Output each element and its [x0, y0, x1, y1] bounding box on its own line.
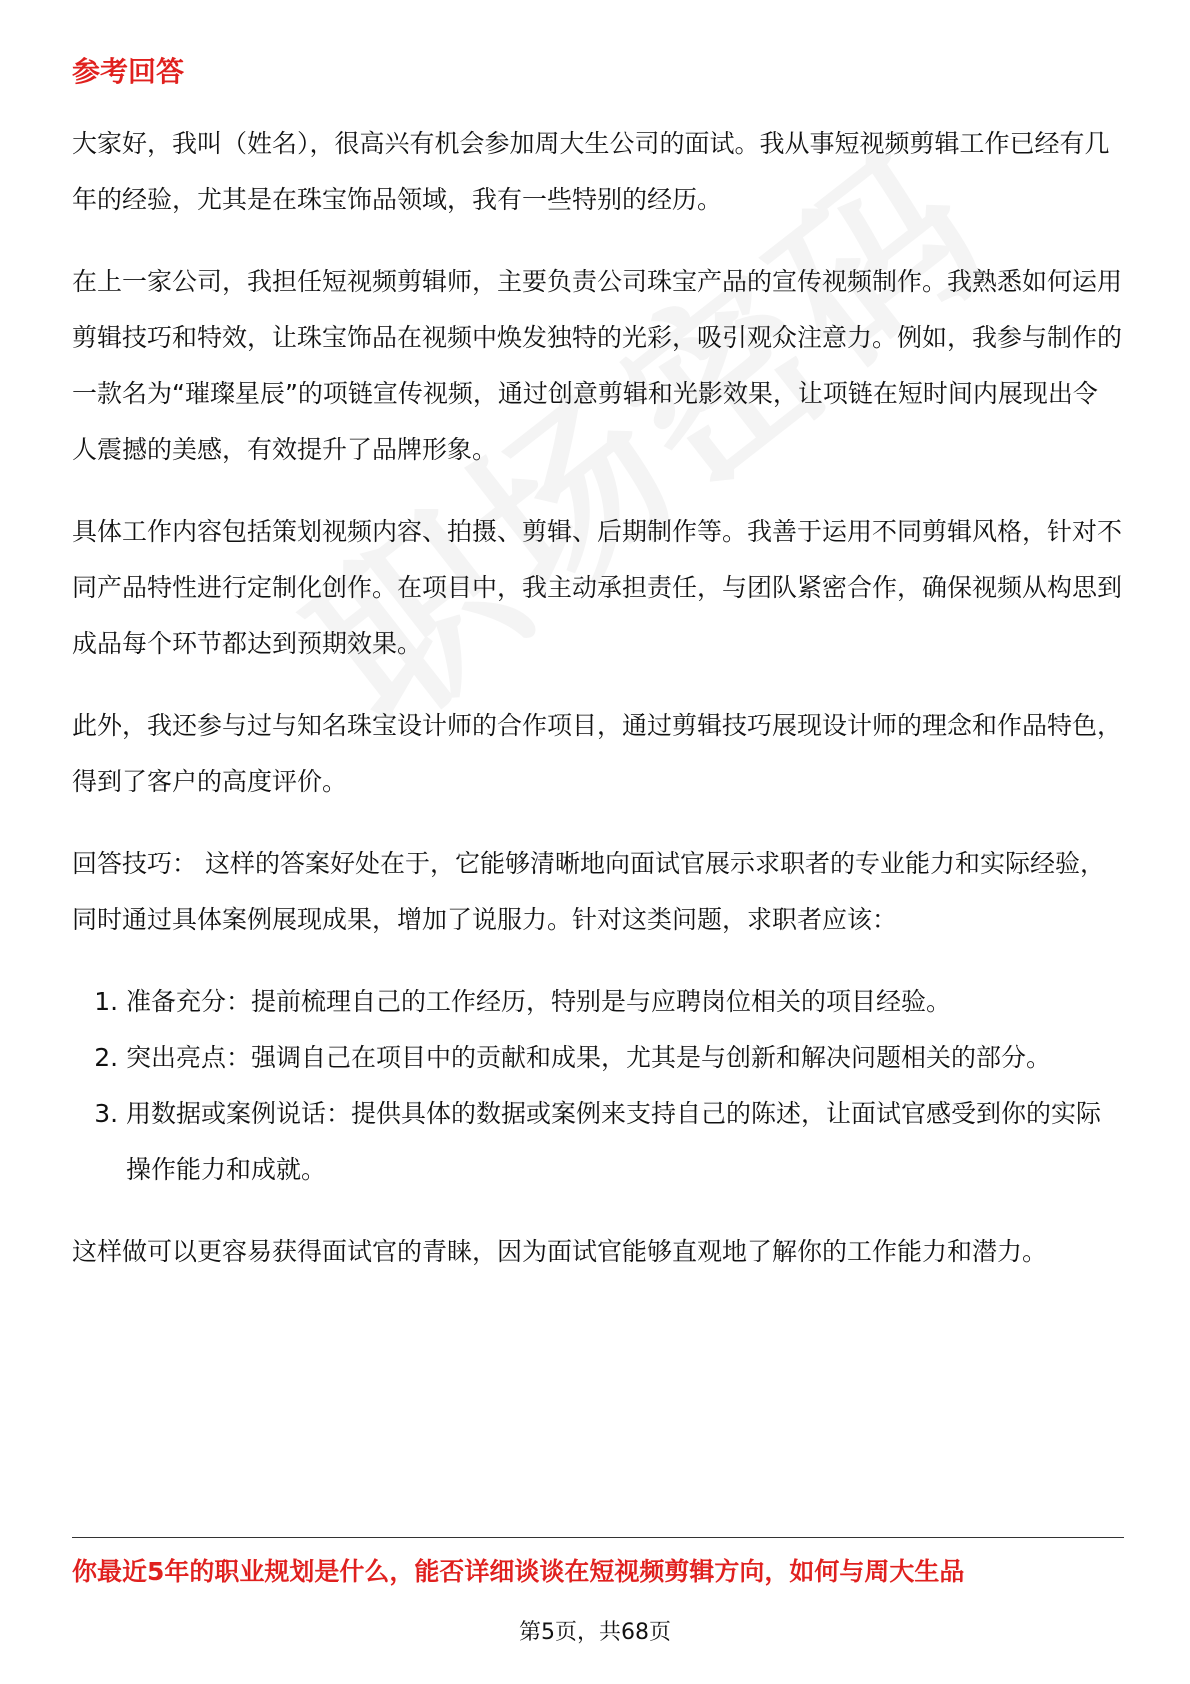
tips-list — [72, 974, 1122, 1198]
paragraph-answer-tips: 回答技巧： 这样的答案好处在于，它能够清晰地向面试官展示求职者的专业能力和实际经验，同时通过具体案例展现成果，增加了说服力。针对这类问题，求职者应该： — [72, 849, 1105, 934]
paragraph-collaboration: 此外，我还参与过与知名珠宝设计师的合作项目，通过剪辑技巧展现设计师的理念和作品特色，得到了客户的高度评价。 — [72, 711, 1123, 796]
paragraph-intro: 大家好，我叫（姓名），很高兴有机会参加周大生公司的面试。我从事短视频剪辑工作已经有几年的经验，尤其是在珠宝饰品领域，我有一些特别的经历。 — [72, 129, 1110, 214]
tips-list-item: 2. 突出亮点：强调自己在项目中的贡献和成果，尤其是与创新和解决问题相关的部分。 — [126, 1030, 1122, 1086]
paragraph-work-content: 具体工作内容包括策划视频内容、拍摄、剪辑、后期制作等。我善于运用不同剪辑风格，针对不同产品特性进行定制化创作。在项目中，我主动承担责任，与团队紧密合作，确保视频从构思到成品每个环节都达到预期效果。 — [72, 517, 1123, 658]
tips-list-item: 3. 用数据或案例说话：提供具体的数据或案例来支持自己的陈述，让面试官感受到你的实际操作能力和成就。 — [126, 1086, 1122, 1198]
paragraph-closing: 这样做可以更容易获得面试官的青睐，因为面试官能够直观地了解你的工作能力和潜力。 — [72, 1237, 1048, 1266]
answer-body — [72, 116, 1122, 1306]
page-number: 第5页，共68页 — [519, 1620, 671, 1645]
paragraph-previous-role: 在上一家公司，我担任短视频剪辑师，主要负责公司珠宝产品的宣传视频制作。我熟悉如何运用剪辑技巧和特效，让珠宝饰品在视频中焕发独特的光彩，吸引观众注意力。例如，我参与制作的一款名为“璀璨星辰”的项链宣传视频，通过创意剪辑和光影效果，让项链在短时间内展现出令人震撼的美感，有效提升了品牌形象。 — [72, 267, 1123, 464]
next-question-heading: 你最近5年的职业规划是什么，能否详细谈谈在短视频剪辑方向，如何与周大生品 — [72, 1557, 965, 1586]
tips-list-item: 1. 准备充分：提前梳理自己的工作经历，特别是与应聘岗位相关的项目经验。 — [126, 974, 1122, 1030]
section-divider — [72, 1537, 1124, 1538]
answer-heading: 参考回答 — [72, 55, 185, 88]
